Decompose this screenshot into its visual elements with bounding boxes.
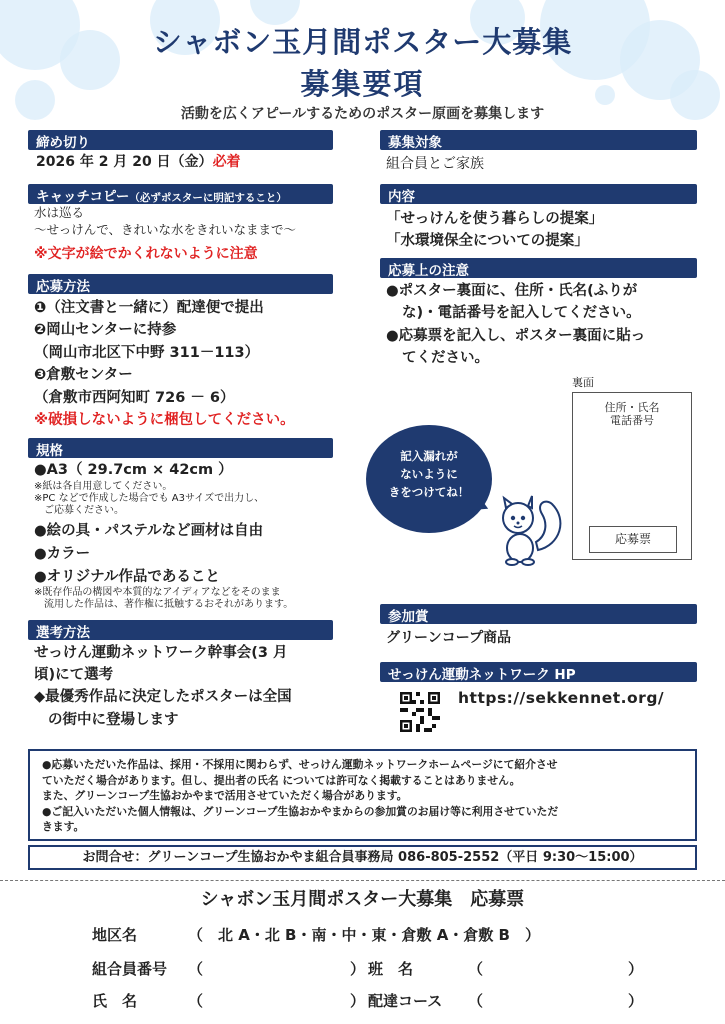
notes-line4: ●ご記入いただいた個人情報は、グリーンコープ生協おかやまからの参加賞のお届け等に利用させていただ <box>42 804 559 818</box>
prize-text: グリーンコープ商品 <box>386 630 512 646</box>
backside-ticket: 応募票 <box>589 526 677 553</box>
website-heading: せっけん運動ネットワーク HP <box>380 662 697 682</box>
backside-diagram <box>572 392 692 560</box>
spec-color: ●カラー <box>34 546 91 562</box>
route-close: ） <box>628 992 644 1010</box>
catchcopy-heading-note: （必ずポスターに明記すること） <box>129 192 287 204</box>
member-number-field[interactable] <box>205 956 345 978</box>
notes-line2: ていただく場合があります。但し、提出者の氏名 については許可なく掲載することはありません。 <box>42 773 521 787</box>
apply-warning: ※破損しないように梱包してください。 <box>34 412 295 428</box>
apply-method-heading: 応募方法 <box>28 274 333 294</box>
spec-note2b: ご応募ください。 <box>44 505 124 516</box>
speech-line3: きをつけてね！ <box>388 485 470 499</box>
catchcopy-line2: 〜せっけんで、きれいな水をきれいなままで〜 <box>34 222 297 237</box>
notes-line3: また、グリーンコープ生協おかやまで活用させていただく場合があります。 <box>42 789 408 802</box>
caution-line3: ●応募票を記入し、ポスター裏面に貼っ <box>386 328 646 344</box>
spec-original: ●オリジナル作品であること <box>34 569 220 585</box>
apply-item3: ❸倉敷センター <box>34 367 133 383</box>
name-field[interactable] <box>205 988 345 1010</box>
catchcopy-heading <box>28 184 333 204</box>
name-open: （ <box>188 992 204 1010</box>
cut-line <box>0 880 725 881</box>
notes-line5: きます。 <box>42 820 85 833</box>
caution-heading: 応募上の注意 <box>380 258 697 278</box>
team-close: ） <box>628 960 644 978</box>
selection-line4: の街中に登場します <box>48 712 179 728</box>
caution-line4: てください。 <box>402 350 489 366</box>
spec-heading: 規格 <box>28 438 333 458</box>
spec-size: ●A3（ 29.7cm × 42cm ） <box>34 462 233 478</box>
caution-line1: ●ポスター裏面に、住所・氏名(ふりが <box>386 283 638 299</box>
catchcopy-line1: 水は巡る <box>34 205 85 220</box>
form-title: シャボン玉月間ポスター大募集 応募票 <box>200 889 525 910</box>
district-options[interactable]: （ 北 A・北 B・南・中・東・倉敷 A・倉敷 B ） <box>188 926 540 944</box>
apply-item2-addr: （岡山市北区下中野 311－113） <box>34 345 260 361</box>
content-line2: 「水環境保全についての提案」 <box>386 233 589 249</box>
speech-bubble <box>366 425 492 533</box>
spec-paint: ●絵の具・パステルなど画材は自由 <box>34 523 264 539</box>
caution-line2: な)・電話番号を記入してください。 <box>402 305 641 321</box>
spec-note3: ※既存作品の構図や本質的なアイディアなどをそのまま <box>34 587 281 598</box>
member-number-label: 組合員番号 <box>92 960 168 978</box>
team-field[interactable] <box>486 956 626 978</box>
prize-heading: 参加賞 <box>380 604 697 624</box>
page-subtitle-heading: 募集要項 <box>300 67 425 101</box>
target-text: 組合員とご家族 <box>386 156 484 172</box>
content-line1: 「せっけんを使う暮らしの提案」 <box>386 211 604 227</box>
deadline-heading: 締め切り <box>28 130 333 150</box>
deadline-text <box>36 152 241 172</box>
selection-heading: 選考方法 <box>28 620 333 640</box>
notes-box <box>28 749 697 841</box>
member-number-close: ） <box>350 960 366 978</box>
apply-item1: ❶（注文書と一緒に）配達便で提出 <box>34 300 264 316</box>
deadline-date: 2026 年 2 月 20 日（金） <box>36 154 213 170</box>
route-open: （ <box>468 992 484 1010</box>
content-heading: 内容 <box>380 184 697 204</box>
backside-line2: 電話番号 <box>610 414 654 427</box>
apply-item3-addr: （倉敷市西阿知町 726 － 6） <box>34 390 235 406</box>
catchcopy-warning: ※文字が絵でかくれないように注意 <box>34 246 258 262</box>
route-label: 配達コース <box>368 992 443 1010</box>
speech-line2: ないように <box>400 467 458 481</box>
selection-line3: ◆最優秀作品に決定したポスターは全国 <box>34 689 292 705</box>
apply-item2: ❷岡山センターに持参 <box>34 322 177 338</box>
team-label: 班 名 <box>368 960 414 978</box>
selection-line1: せっけん運動ネットワーク幹事会(3 月 <box>34 645 288 661</box>
contact-box: お問合せ：グリーンコープ生協おかやま組合員事務局 086-805-2552（平日 9:30〜15:00） <box>28 845 697 870</box>
member-number-open: （ <box>188 960 204 978</box>
spec-note2: ※PC などで作成した場合でも A3サイズで出力し、 <box>34 493 265 504</box>
selection-line2: 頃)にて選考 <box>34 667 114 683</box>
page-title: シャボン玉月間ポスター大募集 <box>152 25 573 59</box>
team-open: （ <box>468 960 484 978</box>
spec-note3b: 流用した作品は、著作権に抵触するおそれがあります。 <box>44 599 294 610</box>
squirrel-mascot-icon <box>490 490 570 570</box>
district-label: 地区名 <box>92 926 138 944</box>
backside-line1: 住所・氏名 <box>604 401 660 414</box>
qr-code-icon <box>400 692 440 732</box>
website-url[interactable]: https://sekkennet.org/ <box>458 689 665 707</box>
backside-label: 裏面 <box>572 376 594 389</box>
name-close: ） <box>350 992 366 1010</box>
route-field[interactable] <box>486 988 626 1010</box>
catchcopy-heading-label: キャッチコピー <box>36 189 130 205</box>
speech-line1: 記入漏れが <box>400 449 458 463</box>
notes-line1: ●応募いただいた作品は、採用・不採用に関わらず、せっけん運動ネットワークホームページにて紹介させ <box>42 758 558 771</box>
deadline-must: 必着 <box>212 154 241 170</box>
spec-note1: ※紙は各自用意してください。 <box>34 481 173 492</box>
page-tagline: 活動を広くアピールするためのポスター原画を募集します <box>180 106 545 122</box>
target-heading: 募集対象 <box>380 130 697 150</box>
name-label: 氏 名 <box>92 992 138 1010</box>
